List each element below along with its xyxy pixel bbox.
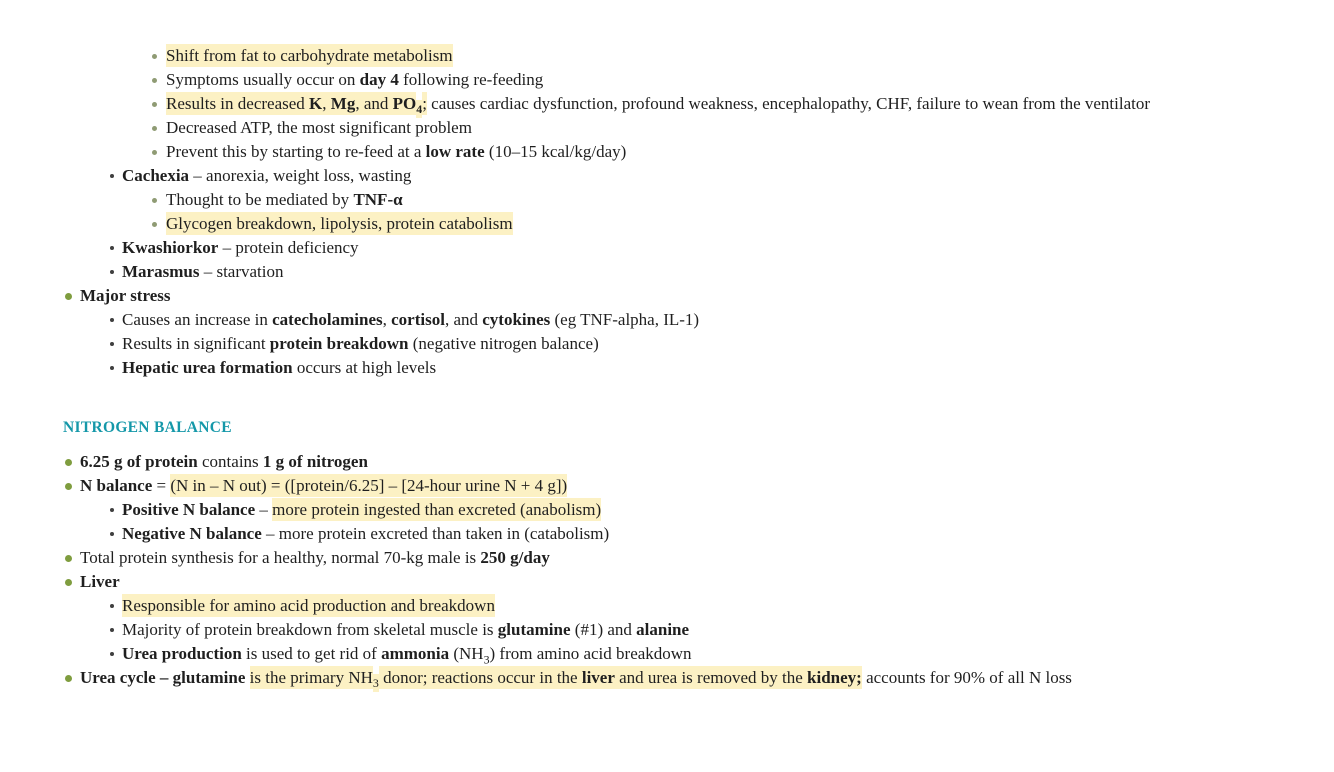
text-segment: donor; reactions occur in the bbox=[378, 668, 582, 687]
list-item bbox=[63, 618, 1223, 642]
bullet-icon bbox=[110, 318, 114, 322]
text-segment: Decreased ATP, the most significant problem bbox=[166, 118, 472, 137]
text-segment: – bbox=[255, 500, 273, 519]
bullet-icon bbox=[110, 246, 114, 250]
text-segment: (negative nitrogen balance) bbox=[408, 334, 599, 353]
list-item-text bbox=[80, 572, 120, 591]
text-segment: , and bbox=[355, 94, 393, 113]
list-item bbox=[63, 474, 1223, 498]
list-item bbox=[63, 522, 1223, 546]
text-segment: TNF-α bbox=[353, 190, 403, 209]
text-segment: low rate bbox=[425, 142, 485, 161]
bullet-icon bbox=[65, 579, 72, 586]
list-item bbox=[63, 140, 1223, 164]
bullet-icon bbox=[65, 555, 72, 562]
text-segment: Glycogen breakdown, lipolysis, protein catabolism bbox=[166, 214, 513, 233]
bullet-icon bbox=[110, 366, 114, 370]
text-segment: Responsible for amino acid production and breakdown bbox=[122, 596, 495, 615]
list-item bbox=[63, 164, 1223, 188]
bullet-icon bbox=[65, 483, 72, 490]
text-segment: kidney; bbox=[807, 668, 862, 687]
text-segment: cortisol bbox=[391, 310, 445, 329]
text-segment: is the primary NH bbox=[249, 668, 373, 687]
list-item-text bbox=[166, 118, 472, 137]
text-segment: , bbox=[382, 310, 392, 329]
text-segment: accounts for 90% of all N loss bbox=[861, 668, 1072, 687]
list-item-text bbox=[122, 620, 689, 639]
text-segment: Liver bbox=[80, 572, 120, 591]
list-item bbox=[63, 260, 1223, 284]
list-item bbox=[63, 356, 1223, 380]
list-item-text bbox=[166, 212, 513, 235]
list-item-text bbox=[122, 166, 411, 185]
text-segment: more protein ingested than excreted (anabolism) bbox=[272, 500, 602, 519]
text-segment: protein breakdown bbox=[269, 334, 409, 353]
list-item bbox=[63, 594, 1223, 618]
list-item-text bbox=[80, 668, 1072, 691]
text-segment: 1 g of nitrogen bbox=[262, 452, 368, 471]
bullet-icon bbox=[110, 342, 114, 346]
list-item bbox=[63, 332, 1223, 356]
text-segment: K bbox=[309, 94, 323, 113]
text-segment: day 4 bbox=[359, 70, 399, 89]
list-item-text bbox=[122, 498, 601, 521]
bullet-icon bbox=[152, 54, 157, 59]
text-segment: (NH bbox=[449, 644, 484, 663]
bullet-icon bbox=[65, 293, 72, 300]
bullet-icon bbox=[152, 126, 157, 131]
list-item-text bbox=[80, 452, 368, 471]
text-segment: 250 g/day bbox=[480, 548, 550, 567]
bullet-icon bbox=[152, 78, 157, 83]
list-item-text bbox=[166, 44, 453, 67]
list-item bbox=[63, 450, 1223, 474]
text-segment: Results in significant bbox=[122, 334, 270, 353]
bullet-icon bbox=[152, 222, 157, 227]
text-segment: Majority of protein breakdown from skeletal muscle is bbox=[122, 620, 498, 639]
text-segment: (10–15 kcal/kg/day) bbox=[484, 142, 627, 161]
text-segment: 4 bbox=[416, 102, 423, 117]
text-segment: = bbox=[152, 476, 171, 495]
text-segment: occurs at high levels bbox=[292, 358, 437, 377]
text-segment: N balance bbox=[80, 476, 153, 495]
bullet-icon bbox=[110, 532, 114, 536]
list-item-text bbox=[80, 548, 550, 567]
text-segment: Hepatic urea formation bbox=[122, 358, 293, 377]
list-item bbox=[63, 642, 1223, 666]
text-segment: 3 bbox=[483, 652, 490, 667]
text-segment: – protein deficiency bbox=[218, 238, 359, 257]
text-segment: (N in – N out) = ([protein/6.25] – [24-hour urine N + 4 g]) bbox=[170, 476, 568, 495]
bullet-icon bbox=[110, 174, 114, 178]
text-segment: Kwashiorkor bbox=[122, 238, 219, 257]
text-segment: (eg TNF-alpha, IL-1) bbox=[550, 310, 700, 329]
list-item bbox=[63, 116, 1223, 140]
list-item-text bbox=[166, 190, 403, 209]
text-segment: 3 bbox=[372, 676, 379, 691]
text-segment: Major stress bbox=[80, 286, 171, 305]
bullet-icon bbox=[110, 270, 114, 274]
text-segment: (#1) and bbox=[570, 620, 637, 639]
list-item bbox=[63, 92, 1223, 116]
text-segment: ammonia bbox=[381, 644, 450, 663]
list-item-text bbox=[122, 594, 495, 617]
bullet-icon bbox=[152, 198, 157, 203]
list-item bbox=[63, 212, 1223, 236]
text-segment: ; bbox=[422, 94, 427, 113]
text-segment: Mg bbox=[330, 94, 356, 113]
text-segment: Cachexia bbox=[122, 166, 190, 185]
bullet-icon bbox=[110, 604, 114, 608]
text-segment: Urea production bbox=[122, 644, 242, 663]
list-item bbox=[63, 188, 1223, 212]
text-segment: Results in decreased bbox=[166, 94, 310, 113]
bullet-icon bbox=[152, 102, 157, 107]
text-segment: catecholamines bbox=[272, 310, 383, 329]
list-item bbox=[63, 498, 1223, 522]
list-item-text bbox=[122, 334, 599, 353]
bullet-icon bbox=[65, 459, 72, 466]
list-item-text bbox=[122, 524, 609, 543]
list-item-text bbox=[122, 310, 699, 329]
text-segment: Marasmus bbox=[122, 262, 200, 281]
list-item bbox=[63, 570, 1223, 594]
bullet-icon bbox=[110, 652, 114, 656]
list-item bbox=[63, 666, 1223, 690]
list-item-text bbox=[122, 358, 436, 377]
list-item bbox=[63, 284, 1223, 308]
list-item bbox=[63, 236, 1223, 260]
list-item-text bbox=[80, 474, 567, 497]
bullet-icon bbox=[152, 150, 157, 155]
text-segment: alanine bbox=[636, 620, 690, 639]
text-segment: , and bbox=[444, 310, 483, 329]
list-item bbox=[63, 68, 1223, 92]
text-segment: ) from amino acid breakdown bbox=[489, 644, 692, 663]
list-item bbox=[63, 44, 1223, 68]
list-item-text bbox=[122, 238, 359, 257]
bullet-icon bbox=[110, 628, 114, 632]
text-segment: is used to get rid of bbox=[241, 644, 382, 663]
text-segment: – anorexia, weight loss, wasting bbox=[189, 166, 412, 185]
text-segment: liver bbox=[581, 668, 615, 687]
text-segment: – starvation bbox=[199, 262, 284, 281]
text-segment: PO bbox=[392, 94, 417, 113]
text-segment: following re-feeding bbox=[398, 70, 544, 89]
text-segment: glutamine bbox=[497, 620, 571, 639]
text-segment: Symptoms usually occur on bbox=[166, 70, 360, 89]
list-item-text bbox=[80, 286, 171, 305]
list-item bbox=[63, 546, 1223, 570]
document-content bbox=[63, 44, 1223, 690]
text-segment: Shift from fat to carbohydrate metabolism bbox=[166, 46, 453, 65]
text-segment: Negative N balance bbox=[122, 524, 262, 543]
text-segment: Urea cycle – glutamine bbox=[80, 668, 246, 687]
list-item-text bbox=[122, 262, 284, 281]
list-item bbox=[63, 308, 1223, 332]
text-segment: Total protein synthesis for a healthy, normal 70-kg male is bbox=[80, 548, 481, 567]
text-segment: Causes an increase in bbox=[122, 310, 273, 329]
section-heading: NITROGEN BALANCE bbox=[63, 419, 232, 436]
list-item-text bbox=[122, 644, 692, 667]
text-segment: Thought to be mediated by bbox=[166, 190, 354, 209]
text-segment: 6.25 g of protein bbox=[80, 452, 198, 471]
list-item-text bbox=[166, 94, 1151, 117]
text-segment: Prevent this by starting to re-feed at a bbox=[166, 142, 426, 161]
bullet-icon bbox=[110, 508, 114, 512]
text-segment: , bbox=[322, 94, 331, 113]
text-segment: – more protein excreted than taken in (catabolism) bbox=[261, 524, 610, 543]
list-item-text bbox=[166, 70, 543, 89]
text-segment: contains bbox=[197, 452, 263, 471]
text-segment: and urea is removed by the bbox=[614, 668, 808, 687]
bullet-icon bbox=[65, 675, 72, 682]
list-item-text bbox=[166, 142, 626, 161]
text-segment: cytokines bbox=[482, 310, 551, 329]
text-segment: causes cardiac dysfunction, profound weakness, encephalopathy, CHF, failure to wean from the ventilator bbox=[426, 94, 1151, 113]
text-segment: Positive N balance bbox=[122, 500, 256, 519]
